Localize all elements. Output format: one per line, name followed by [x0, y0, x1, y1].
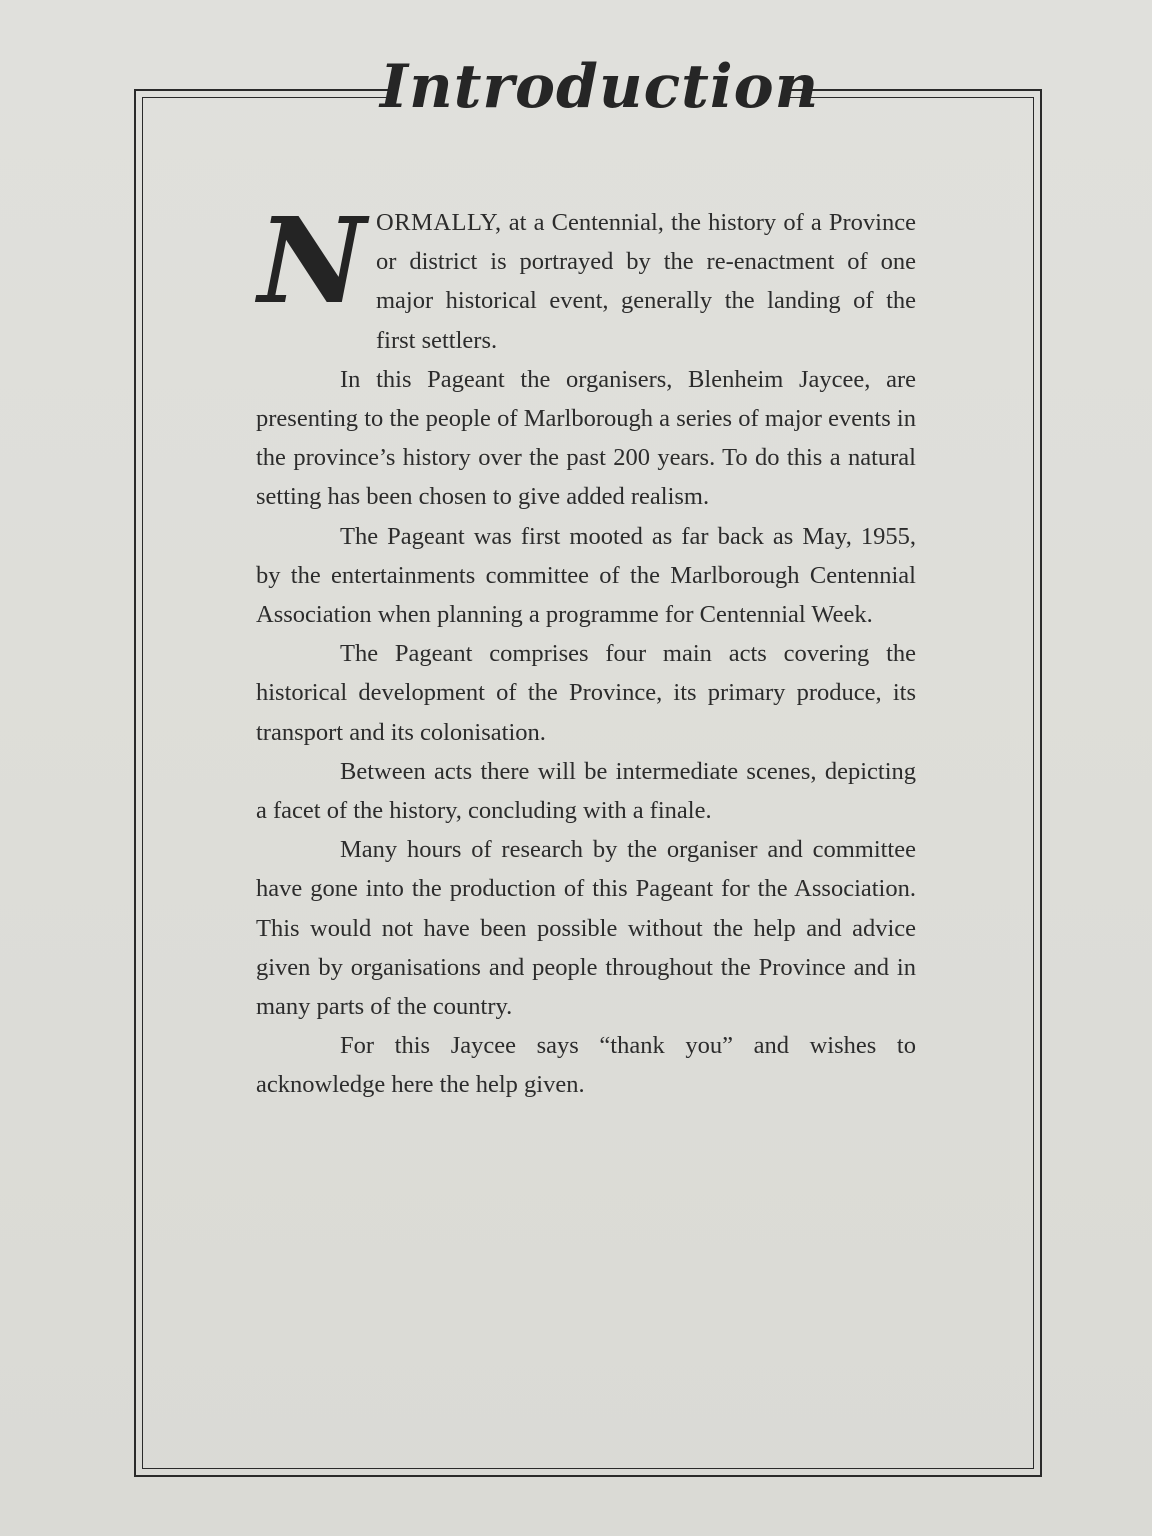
body-text: [256, 191, 916, 1105]
paragraph: Many hours of research by the organiser and committee have gone into the production of this Pageant for the Association. This would not have been possible without the help and advice given by organisations and people throughout the Province and in many parts of the country.: [256, 836, 916, 1021]
paragraph: For this Jaycee says “thank you” and wishes to acknowledge here the help given.: [256, 1032, 916, 1099]
paragraph: In this Pageant the organisers, Blenheim Jaycee, are presenting to the people of Marlborough a series of major events in the province’s history over the past 200 years. To do this a natural setting has been chosen to give added realism.: [256, 365, 916, 511]
page-title: Introduction: [380, 52, 820, 122]
first-paragraph-lead: ORMALLY,: [376, 209, 502, 236]
paragraph: Between acts there will be intermediate scenes, depicting a facet of the history, concluding with a finale.: [256, 757, 916, 825]
paragraph: The Pageant was first mooted as far back as May, 1955, by the entertainments committee of the Marlborough Centennial Association when planning a programme for Centennial Week.: [256, 522, 916, 629]
first-paragraph: [256, 191, 916, 360]
paragraph: The Pageant comprises four main acts covering the historical development of the Province, its primary produce, its transport and its colonisation.: [256, 640, 916, 746]
first-paragraph-text: at a Centennial, the history of a Province or district is portrayed by the re-enactment of one major historical event, generally the landing of the first settlers.: [376, 209, 916, 354]
drop-cap: N: [258, 191, 366, 330]
